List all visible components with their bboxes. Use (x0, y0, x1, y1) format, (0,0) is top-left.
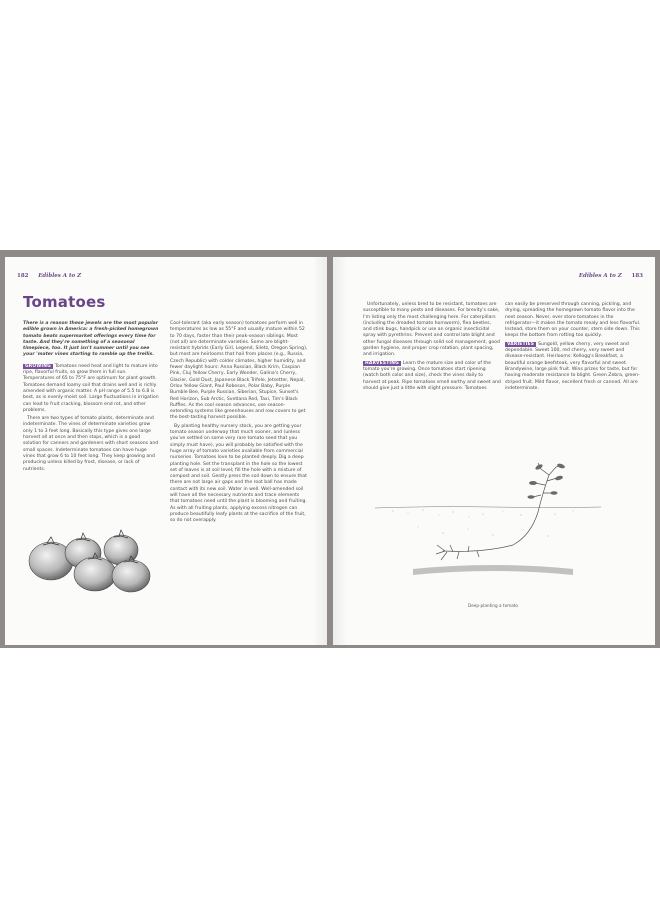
gutter-shadow (333, 257, 347, 645)
storage-paragraph: can easily be preserved through canning, pickling, and drying, spreading the homegrown tomato flavor into the next season. Never, ever store tomatoes in the refrigerator—it makes the tomato mealy and less flavorful. Instead, store them on your counter, stem side down. This keeps the bottom from rotting too quickly. (505, 302, 641, 339)
book-spread (0, 250, 660, 648)
varieties-paragraph (505, 342, 641, 392)
right-column-2 (505, 302, 641, 394)
varieties-label: VARIETIES (507, 341, 535, 347)
trench-bottom (413, 565, 573, 575)
illustration-caption: Deep-planting a tomato (468, 603, 518, 608)
soil-speckles (393, 510, 574, 537)
left-column-2 (170, 321, 308, 527)
page-title: Tomatoes (23, 293, 106, 311)
intro-paragraph: There is a reason these jewels are the most popular edible grown in America: a fresh-picked homegrown tomato beats supermarket offerings every time for taste. And they're something of a seasonal timepiece, too. It just isn't summer until you see your 'mater vines starting to ramble up the trellis. (23, 321, 159, 358)
cool-tolerant-paragraph: Cool-tolerant (aka early season) tomatoes perform well in temperatures as low as 55°F and usually mature within 52 to 70 days, faster than their peak-season siblings. Most (not all) are determinate varieties. Some are blight-resistant hybrids (Early Girl, Legend, Siletz, Oregon Spring), but most are heirlooms that hail from places (e.g., Russia, Czech Republic) with colder climates, higher humidity, and fewer daylight hours: Anna Russian, Black Krim, Caspian Pink, Cluj Yellow Cherry, Early Wonder, Galina's Cherry, Glacier, Gold Dust, Japanese Black Trifele, Jetsetter, Nepal, Orlov Yellow Giant, Paul Robeson, Polar Baby, Purple Bumble Bee, Purple Russian, Siberian, Stupice, Sunset's Red Horizon, Sub Arctic, Svetlana Red, Taxi, Tim's Black Ruffles. As the cool season advances, use season-extending systems like greenhouses and row covers to get the best-tasting harvest possible. (170, 321, 308, 421)
growing-text: Tomatoes need heat and light to mature into ripe, flavorful fruits, so grow them in full sun. Temperatures of 65 to 75°F are optimum for plant growth. Tomatoes demand loamy soil that drains well and is richly amended with organic matter. A pH range of 5.5 to 6.8 is best, as is evenly moist soil. Large fluctuations in irrigation can lead to fruit cracking, blossom end rot, and other problems. (23, 363, 159, 413)
running-head-left (17, 273, 81, 279)
harvesting-paragraph (363, 361, 501, 392)
harvesting-text: Learn the mature size and color of the tomato you're growing. Once tomatoes start ripening (watch both color and size), check the vines daily to harvest at peak. Ripe tomatoes smell earthy and sweet and should give just a little with slight pressure. Tomatoes (363, 360, 501, 391)
gutter-shadow (313, 257, 327, 645)
growing-paragraph (23, 364, 159, 414)
left-page (5, 257, 327, 645)
tomato-plant (436, 463, 562, 560)
running-head-right (579, 273, 643, 279)
deep-planting-illustration (373, 457, 603, 597)
right-column-1 (363, 302, 501, 394)
harvesting-label: HARVESTING (365, 360, 399, 366)
pests-paragraph: Unfortunately, unless bred to be resistant, tomatoes are susceptible to many pests and diseases. For brevity's sake, I'm listing only the most challenging here. For caterpillars (including the dreaded tomato hornworm), flea beetles, and stink bugs, handpick or use an organic insecticidal spray with pyrethrins. Prevent and control late blight and other fungal diseases through solid soil management, good garden hygiene, and proper crop rotation, plant spacing, and irrigation. (363, 302, 500, 358)
page-number: 183 (631, 273, 643, 279)
plant-leaves (528, 463, 566, 499)
tomatoes-illustration (23, 519, 155, 599)
soil-line (375, 507, 601, 508)
page-number: 182 (17, 273, 29, 279)
growing-label: GROWING (25, 363, 51, 369)
varieties-text: Sungold, yellow cherry, very sweet and dependable. Sweet 100, red cherry, very sweet and disease-resistant. Heirlooms: Kellogg's Breakfast, a beautiful orange beefsteak, very flavorful and sweet. Brandywine, large pink fruit. Wins prizes for taste, but for having moderate resistance to blight. Green Zebra, green-striped fruit. Mild flavor, excellent fresh or canned. All are indeterminate. (505, 341, 640, 391)
types-paragraph: There are two types of tomato plants, determinate and indeterminate. The vines of determinate varieties grow only 1 to 3 feet long. Basically this type gives one large harvest all at once and then stops, which is a good solution for canners and gardeners with short seasons and small spaces. Indeterminate tomatoes can have huge vines that grow 6 to 10 feet long. They keep growing and producing unless killed by frost, disease, or lack of nutrients. (23, 416, 159, 472)
section-title: Edibles A to Z (38, 273, 82, 279)
section-title: Edibles A to Z (578, 273, 622, 279)
left-column-1 (23, 321, 159, 475)
planting-paragraph: By planting healthy nursery stock, you are getting your tomato season underway that much sooner, and (unless you've settled on some very rare tomato seed that you simply must have), you will probably be satisfied with the huge array of tomato varieties available from commercial nurseries. Tomatoes love to be planted deeply. Dig a deep planting hole. Set the transplant in the hole so the lowest set of leaves is at soil level; fill the hole with a mixture of compost and soil. Gently press the soil down to ensure that there are not large air gaps and the root ball has made contact with its new soil. Water in well. Well-amended soil will have all the necessary nutrients and trace elements that tomatoes need until the plant is blooming and fruiting. As with all fruiting plants, applying excess nitrogen can produce beautifully leafy plants at the sacrifice of the fruit, so do not overapply. (170, 423, 307, 524)
right-page (333, 257, 655, 645)
